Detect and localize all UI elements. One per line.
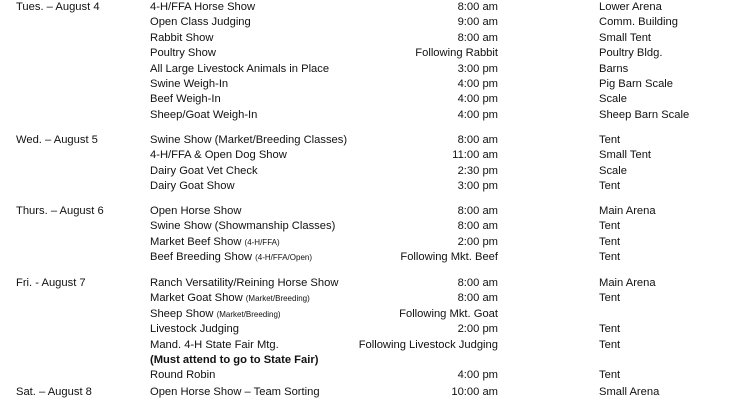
event-location: Tent: [599, 292, 621, 305]
schedule-row-partial: [0, 385, 735, 400]
event-time: 4:00 pm: [457, 108, 498, 121]
day-label: Wed. – August 5: [16, 134, 98, 146]
event-name: Swine Weigh-In: [150, 77, 229, 90]
event-class-note: (4-H/FFA/Open): [255, 253, 313, 263]
event-location: Tent: [599, 180, 621, 193]
event-time: 8:00 am: [457, 31, 498, 44]
event-location: Tent: [599, 323, 621, 336]
event-time: 8:00 am: [457, 292, 498, 305]
event-name: Round Robin: [150, 369, 216, 382]
event-time: 3:00 pm: [457, 62, 498, 75]
day-group-friday: [0, 276, 735, 384]
day-label: Sat. – August 8: [16, 386, 92, 398]
event-time: 8:00 am: [457, 277, 498, 289]
event-name: Open Horse Show: [150, 205, 242, 217]
day-label: Tues. – August 4: [16, 1, 100, 13]
event-location: Tent: [599, 251, 621, 264]
event-name: [150, 291, 310, 306]
event-name: Open Class Judging: [150, 16, 251, 29]
event-location: Tent: [599, 338, 621, 351]
event-name: Ranch Versatility/Reining Horse Show: [150, 277, 339, 289]
schedule-row: [0, 77, 735, 92]
schedule-row: [0, 235, 735, 250]
event-time: 3:00 pm: [457, 180, 498, 193]
schedule-row: [0, 250, 735, 265]
event-time: 8:00 am: [457, 1, 498, 13]
event-title: Sheep Show: [150, 307, 214, 320]
event-time: 4:00 pm: [457, 77, 498, 90]
event-name: Poultry Show: [150, 47, 216, 60]
event-name: [150, 250, 312, 265]
state-fair-attendance-note: (Must attend to go to State Fair): [150, 353, 319, 366]
event-location: Main Arena: [599, 277, 656, 289]
event-location: Pig Barn Scale: [599, 77, 674, 90]
schedule-row: [0, 353, 735, 368]
event-time: 2:30 pm: [457, 164, 498, 177]
event-time: 10:00 am: [451, 386, 498, 398]
event-name: Mand. 4-H State Fair Mtg.: [150, 338, 279, 351]
event-time: Following Livestock Judging: [358, 338, 498, 351]
event-location: Small Tent: [599, 149, 652, 162]
event-time: 4:00 pm: [457, 369, 498, 382]
event-class-note: (Market/Breeding): [216, 309, 281, 319]
event-title: Beef Breeding Show: [150, 251, 252, 264]
event-location: Comm. Building: [599, 16, 678, 29]
event-name: Open Horse Show – Team Sorting: [150, 386, 320, 398]
event-location: Tent: [599, 235, 621, 248]
schedule-row: [0, 148, 735, 163]
event-time: 8:00 am: [457, 220, 498, 233]
event-location: Tent: [599, 220, 621, 233]
event-name: Beef Weigh-In: [150, 93, 221, 106]
event-title: Market Beef Show: [150, 235, 242, 248]
schedule-row: [0, 62, 735, 77]
event-time: Following Mkt. Beef: [400, 251, 498, 264]
schedule-row: [0, 179, 735, 194]
event-name: [150, 307, 281, 322]
schedule-row: [0, 133, 735, 148]
event-name: 4-H/FFA & Open Dog Show: [150, 149, 287, 162]
schedule-row: [0, 338, 735, 353]
day-label: Fri. - August 7: [16, 277, 86, 289]
schedule-row: [0, 219, 735, 234]
cut-off-row-container: [0, 386, 735, 400]
event-time: Following Rabbit: [415, 47, 498, 60]
event-name: All Large Livestock Animals in Place: [150, 62, 330, 75]
schedule-row: [0, 108, 735, 123]
event-title: Market Goat Show: [150, 292, 243, 305]
event-time: 4:00 pm: [457, 93, 498, 106]
schedule-row: [0, 307, 735, 322]
event-location: Poultry Bldg.: [599, 47, 663, 60]
schedule-row: [0, 164, 735, 179]
event-class-note: (4-H/FFA): [244, 237, 280, 247]
day-group-wednesday: [0, 133, 735, 195]
schedule-row: [0, 276, 735, 291]
schedule-row: [0, 322, 735, 337]
event-name: [150, 235, 280, 250]
event-time: 2:00 pm: [457, 235, 498, 248]
schedule-row: [0, 31, 735, 46]
event-name: Sheep/Goat Weigh-In: [150, 108, 258, 121]
event-time: 8:00 am: [457, 134, 498, 146]
schedule-row: [0, 204, 735, 219]
event-time: 2:00 pm: [457, 323, 498, 336]
event-time: Following Mkt. Goat: [399, 307, 498, 320]
schedule-row: [0, 368, 735, 383]
event-location: Scale: [599, 164, 627, 177]
schedule-row: [0, 291, 735, 306]
event-name: Rabbit Show: [150, 31, 214, 44]
event-class-note: (Market/Breeding): [245, 294, 310, 304]
day-label: Thurs. – August 6: [16, 205, 104, 217]
event-location: Small Arena: [599, 386, 660, 398]
event-name: Dairy Goat Vet Check: [150, 164, 258, 177]
event-name: 4-H/FFA Horse Show: [150, 1, 256, 13]
event-time: 8:00 am: [457, 205, 498, 217]
event-name: Dairy Goat Show: [150, 180, 235, 193]
event-location: Lower Arena: [599, 1, 662, 13]
event-location: Tent: [599, 369, 621, 382]
event-time: 11:00 am: [452, 149, 498, 162]
day-group-tuesday: [0, 0, 735, 123]
event-location: Tent: [599, 134, 621, 146]
event-location: Main Arena: [599, 205, 656, 217]
event-location: Sheep Barn Scale: [599, 108, 690, 121]
schedule-row: [0, 46, 735, 61]
event-name: Swine Show (Showmanship Classes): [150, 220, 336, 233]
event-location: Barns: [599, 62, 629, 75]
schedule-row: [0, 92, 735, 107]
schedule-row: [0, 15, 735, 30]
event-time: 9:00 am: [457, 16, 498, 29]
day-group-thursday: [0, 204, 735, 266]
event-location: Small Tent: [599, 31, 652, 44]
event-name: Livestock Judging: [150, 323, 239, 336]
event-location: Scale: [599, 93, 627, 106]
event-name: Swine Show (Market/Breeding Classes): [150, 134, 348, 146]
schedule-row: [0, 0, 735, 15]
